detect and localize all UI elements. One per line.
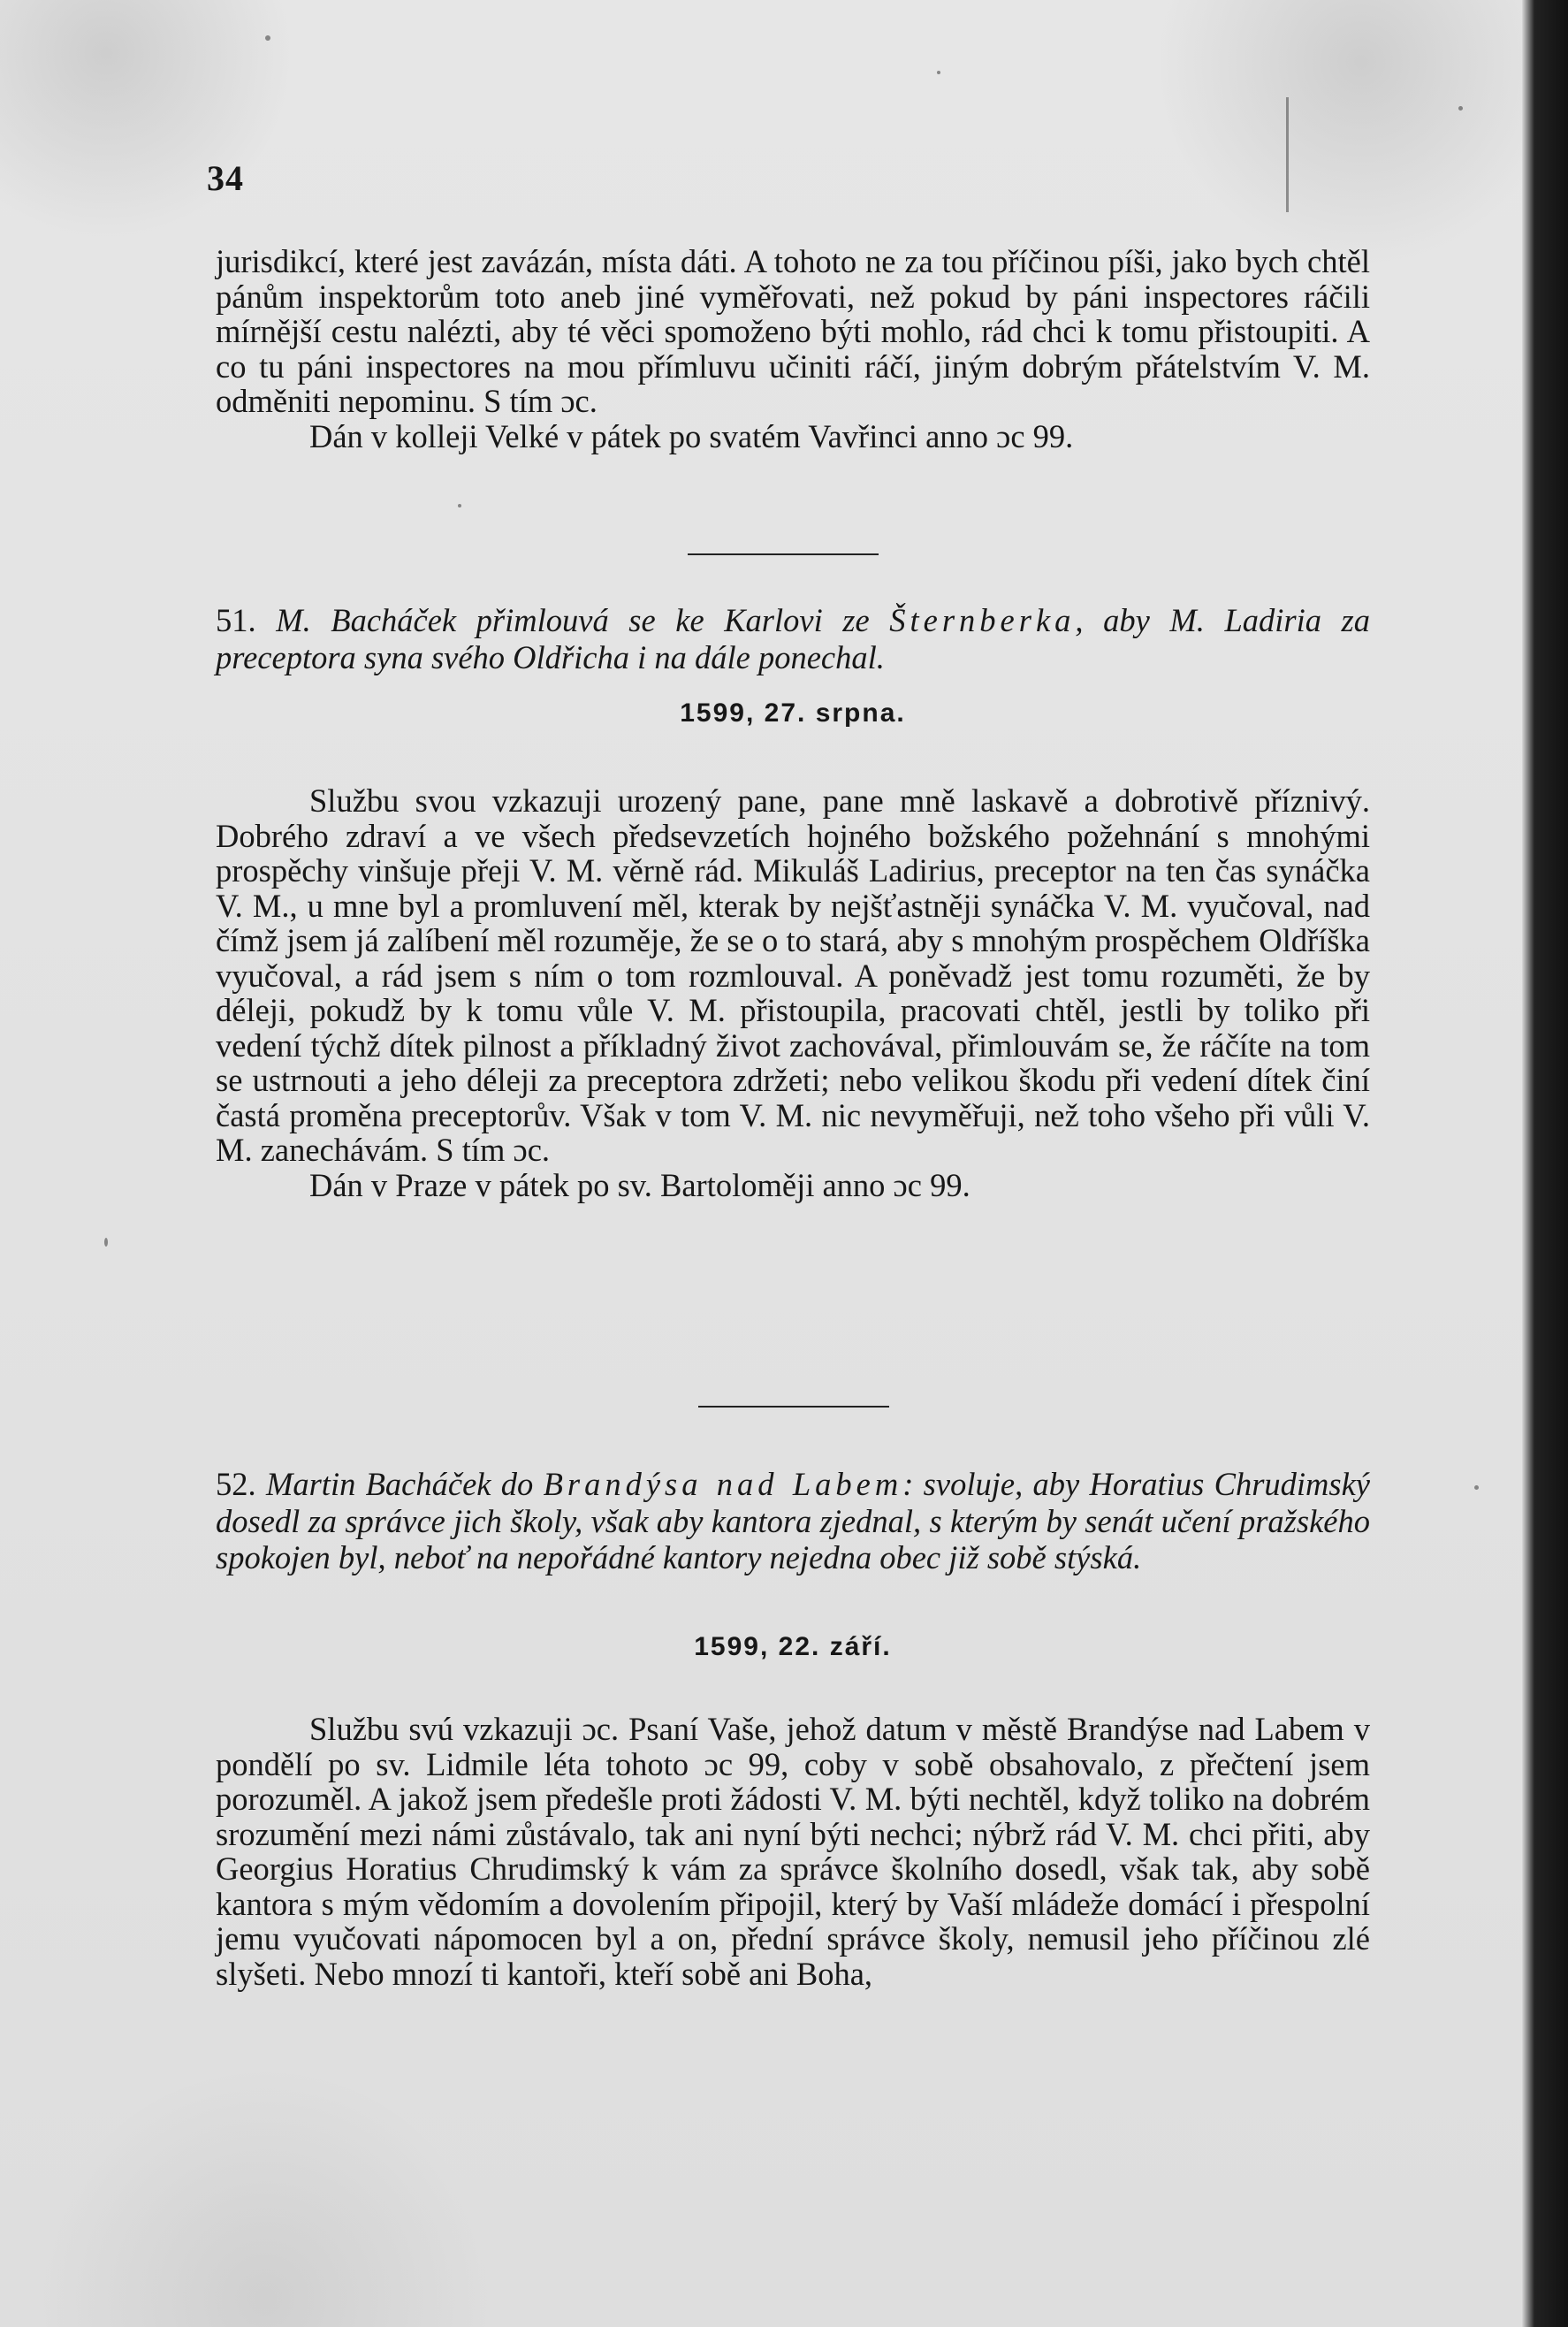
letter-51-heading-place: Šternberka xyxy=(889,602,1076,638)
letter-51-closing: Dán v Praze v pátek po sv. Bartoloměji anno ɔc 99. xyxy=(309,1166,970,1203)
letter-52-heading-start: Martin Bacháček do xyxy=(265,1466,544,1502)
letter-51-body: Službu svou vzkazuji urozený pane, pane mně laskavě a dobrotivě příznivý. Dobrého zdraví a ve všech předsevzetích hojného božského požehnání s mnohými prospěchy vinšuje přeji V. M. věrně rád. Mikuláš Ladirius, preceptor na ten čas synáčka V. M., u mne byl a promluvení měl, kterak by nejšťastněji synáčka V. M. vyučoval, nad čímž jsem já zalíbení měl rozuměje, že se o to stará, aby s mnohým prospěchem Oldříška vyučoval, a rád jsem s ním o tom rozmlouval. A poněvadž jest tomu rozuměti, že by déleji, pokudž by k tomu vůle V. M. přistoupila, pracovati chtěl, jestli by toliko při vedení týchž dítek pilnost a příkladný život zachovával, přimlouvám se, že ráčíte na tom se ustrnouti a jeho déleji za preceptora zdržeti; nebo velikou škodu při vedení dítek činí častá proměna preceptorův. Však v tom V. M. nic nevyměřuji, než toho všeho při vůli V. M. zanechávám. S tím ɔc. xyxy=(216,782,1370,1168)
page-number: 34 xyxy=(207,158,244,198)
letter-52-number: 52. xyxy=(216,1466,256,1502)
continued-letter-closing: Dán v kolleji Velké v pátek po svatém Vavřinci anno ɔc 99. xyxy=(309,417,1074,454)
scan-speck xyxy=(265,35,270,41)
letter-51-heading-end: , aby M. Ladiria za preceptora syna svého Oldřicha i na dále ponechal. xyxy=(216,602,1370,675)
letter-52-date: 1599, 22. září. xyxy=(694,1632,892,1661)
letter-51-heading xyxy=(216,602,1370,675)
scan-speck xyxy=(458,504,461,507)
scan-speck xyxy=(937,71,940,74)
scan-speck xyxy=(104,1238,108,1247)
continued-letter-body: jurisdikcí, které jest zavázán, místa dáti. A tohoto ne za tou příčinou píši, jako bych chtěl pánům inspektorům toto aneb jiné vyměřovati, než pokud by páni inspectores ráčili mírnější cestu nalézti, aby té věci spomoženo býti mohlo, rád chci k tomu přistoupiti. A co tu páni inspectores na mou přímluvu učiniti ráčí, jiným dobrým přátelstvím V. M. odměniti nepominu. S tím ɔc. xyxy=(216,243,1370,419)
letter-52-heading-place: Brandýsa nad Labem xyxy=(543,1466,903,1502)
scan-speck xyxy=(1458,106,1463,111)
letter-51-heading-start: M. Bacháček přimlouvá se ke Karlovi ze xyxy=(276,602,890,638)
letter-52-heading xyxy=(216,1466,1370,1576)
page-edge-shadow xyxy=(1522,0,1568,2327)
section-divider xyxy=(698,1406,889,1408)
scan-speck xyxy=(1474,1485,1479,1490)
continued-letter-text xyxy=(216,244,1370,454)
letter-52-heading-end: : svoluje, aby Horatius Chrudimský dosedl za správce jich školy, však aby kantora zjednal, s kterým by senát učení pražského spokojen byl, neboť na nepořádné kantory nejedna obec již sobě stýská. xyxy=(216,1466,1371,1575)
scan-fold-mark xyxy=(1286,97,1289,212)
letter-51-number: 51. xyxy=(216,602,256,638)
letter-51-date: 1599, 27. srpna. xyxy=(680,698,906,728)
letter-52-body: Službu svú vzkazuji ɔc. Psaní Vaše, jehož datum v městě Brandýse nad Labem v pondělí po sv. Lidmile léta tohoto ɔc 99, coby v sobě obsahovalo, z přečtení jsem porozuměl. A jakož jsem předešle proti žádosti V. M. býti nechtěl, když toliko na dobrém srozumění mezi námi zůstávalo, tak ani nyní býti nechci; nýbrž rád V. M. chci přiti, aby Georgius Horatius Chrudimský k vám za správce školního dosedl, však tak, aby sobě kantora s mým vědomím a dovolením připojil, který by Vaší mládeže domácí i přespolní jemu vyučovati nápomocen byl a on, přední správce školy, nemusil jeho příčinou zlé slyšeti. Nebo mnozí ti kantoři, kteří sobě ani Boha, xyxy=(216,1711,1370,1992)
section-divider xyxy=(688,553,879,555)
letter-51-text xyxy=(216,783,1370,1202)
letter-52-text xyxy=(216,1712,1370,1991)
